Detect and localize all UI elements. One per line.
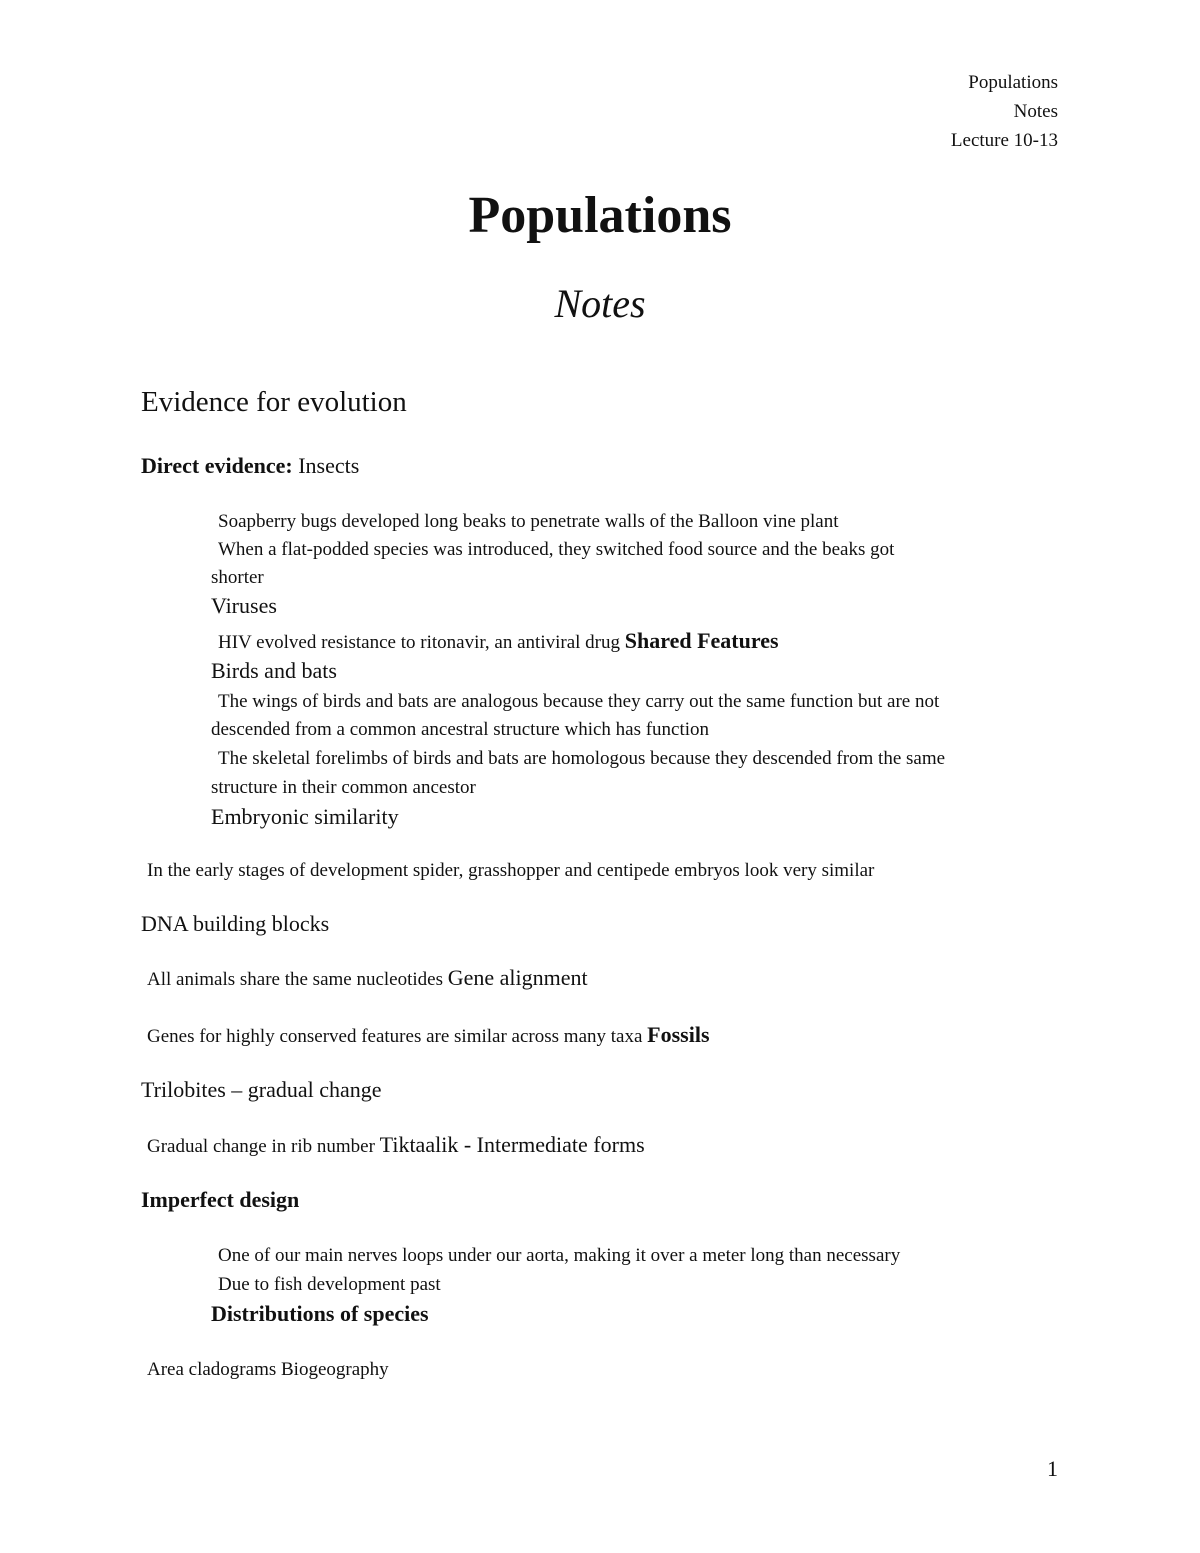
document-title: Populations	[468, 187, 732, 244]
direct-evidence-line	[141, 453, 359, 479]
embryonic-line: In the early stages of development spider, grasshopper and centipede embryos look very similar	[147, 860, 875, 881]
direct-evidence-topic: Insects	[292, 453, 360, 478]
page-number: 1	[1047, 1456, 1058, 1481]
trilobites-line	[147, 1131, 645, 1161]
shared-features-heading: Shared Features	[624, 628, 779, 653]
trilobites-heading: Trilobites – gradual change	[141, 1077, 382, 1102]
viruses-line	[218, 627, 779, 657]
header-line-title: Populations	[968, 72, 1058, 93]
trilobites-line-text: Gradual change in rib number	[147, 1136, 380, 1157]
document-subtitle: Notes	[554, 281, 646, 326]
fossils-heading: Fossils	[647, 1022, 710, 1047]
birds-bats-line-4: structure in their common ancestor	[211, 777, 476, 798]
imperfect-design-heading: Imperfect design	[141, 1187, 300, 1212]
imperfect-line-2: Due to fish development past	[218, 1274, 441, 1295]
header-line-notes: Notes	[1013, 101, 1058, 122]
insects-line-2: When a flat-podded species was introduced, they switched food source and the beaks got	[218, 539, 895, 560]
dna-line-1-text: All animals share the same nucleotides	[147, 969, 448, 990]
insects-line-1: Soapberry bugs developed long beaks to penetrate walls of the Balloon vine plant	[218, 511, 839, 532]
imperfect-line-1: One of our main nerves loops under our aorta, making it over a meter long than necessary	[218, 1245, 901, 1266]
section-heading-evidence: Evidence for evolution	[141, 386, 407, 418]
header-line-lecture: Lecture 10-13	[950, 130, 1058, 151]
distributions-heading: Distributions of species	[211, 1301, 429, 1326]
viruses-line-text: HIV evolved resistance to ritonavir, an antiviral drug	[218, 632, 625, 653]
birds-bats-line-1: The wings of birds and bats are analogous because they carry out the same function but are not	[218, 691, 940, 712]
birds-bats-line-2: descended from a common ancestral structure which has function	[211, 719, 710, 740]
distributions-line: Area cladograms Biogeography	[147, 1359, 389, 1380]
insects-line-3: shorter	[211, 567, 264, 588]
birds-bats-heading: Birds and bats	[211, 658, 337, 683]
dna-line-2	[147, 1021, 710, 1051]
embryonic-heading: Embryonic similarity	[211, 804, 399, 829]
viruses-heading: Viruses	[211, 593, 277, 618]
direct-evidence-label: Direct evidence:	[141, 453, 293, 478]
dna-line-2-text: Genes for highly conserved features are similar across many taxa	[147, 1026, 648, 1047]
birds-bats-line-3: The skeletal forelimbs of birds and bats are homologous because they descended from the same	[218, 748, 946, 769]
dna-line-1	[147, 964, 588, 994]
dna-heading: DNA building blocks	[141, 911, 330, 936]
gene-alignment-heading: Gene alignment	[447, 965, 588, 990]
tiktaalik-heading: Tiktaalik - Intermediate forms	[379, 1132, 645, 1157]
